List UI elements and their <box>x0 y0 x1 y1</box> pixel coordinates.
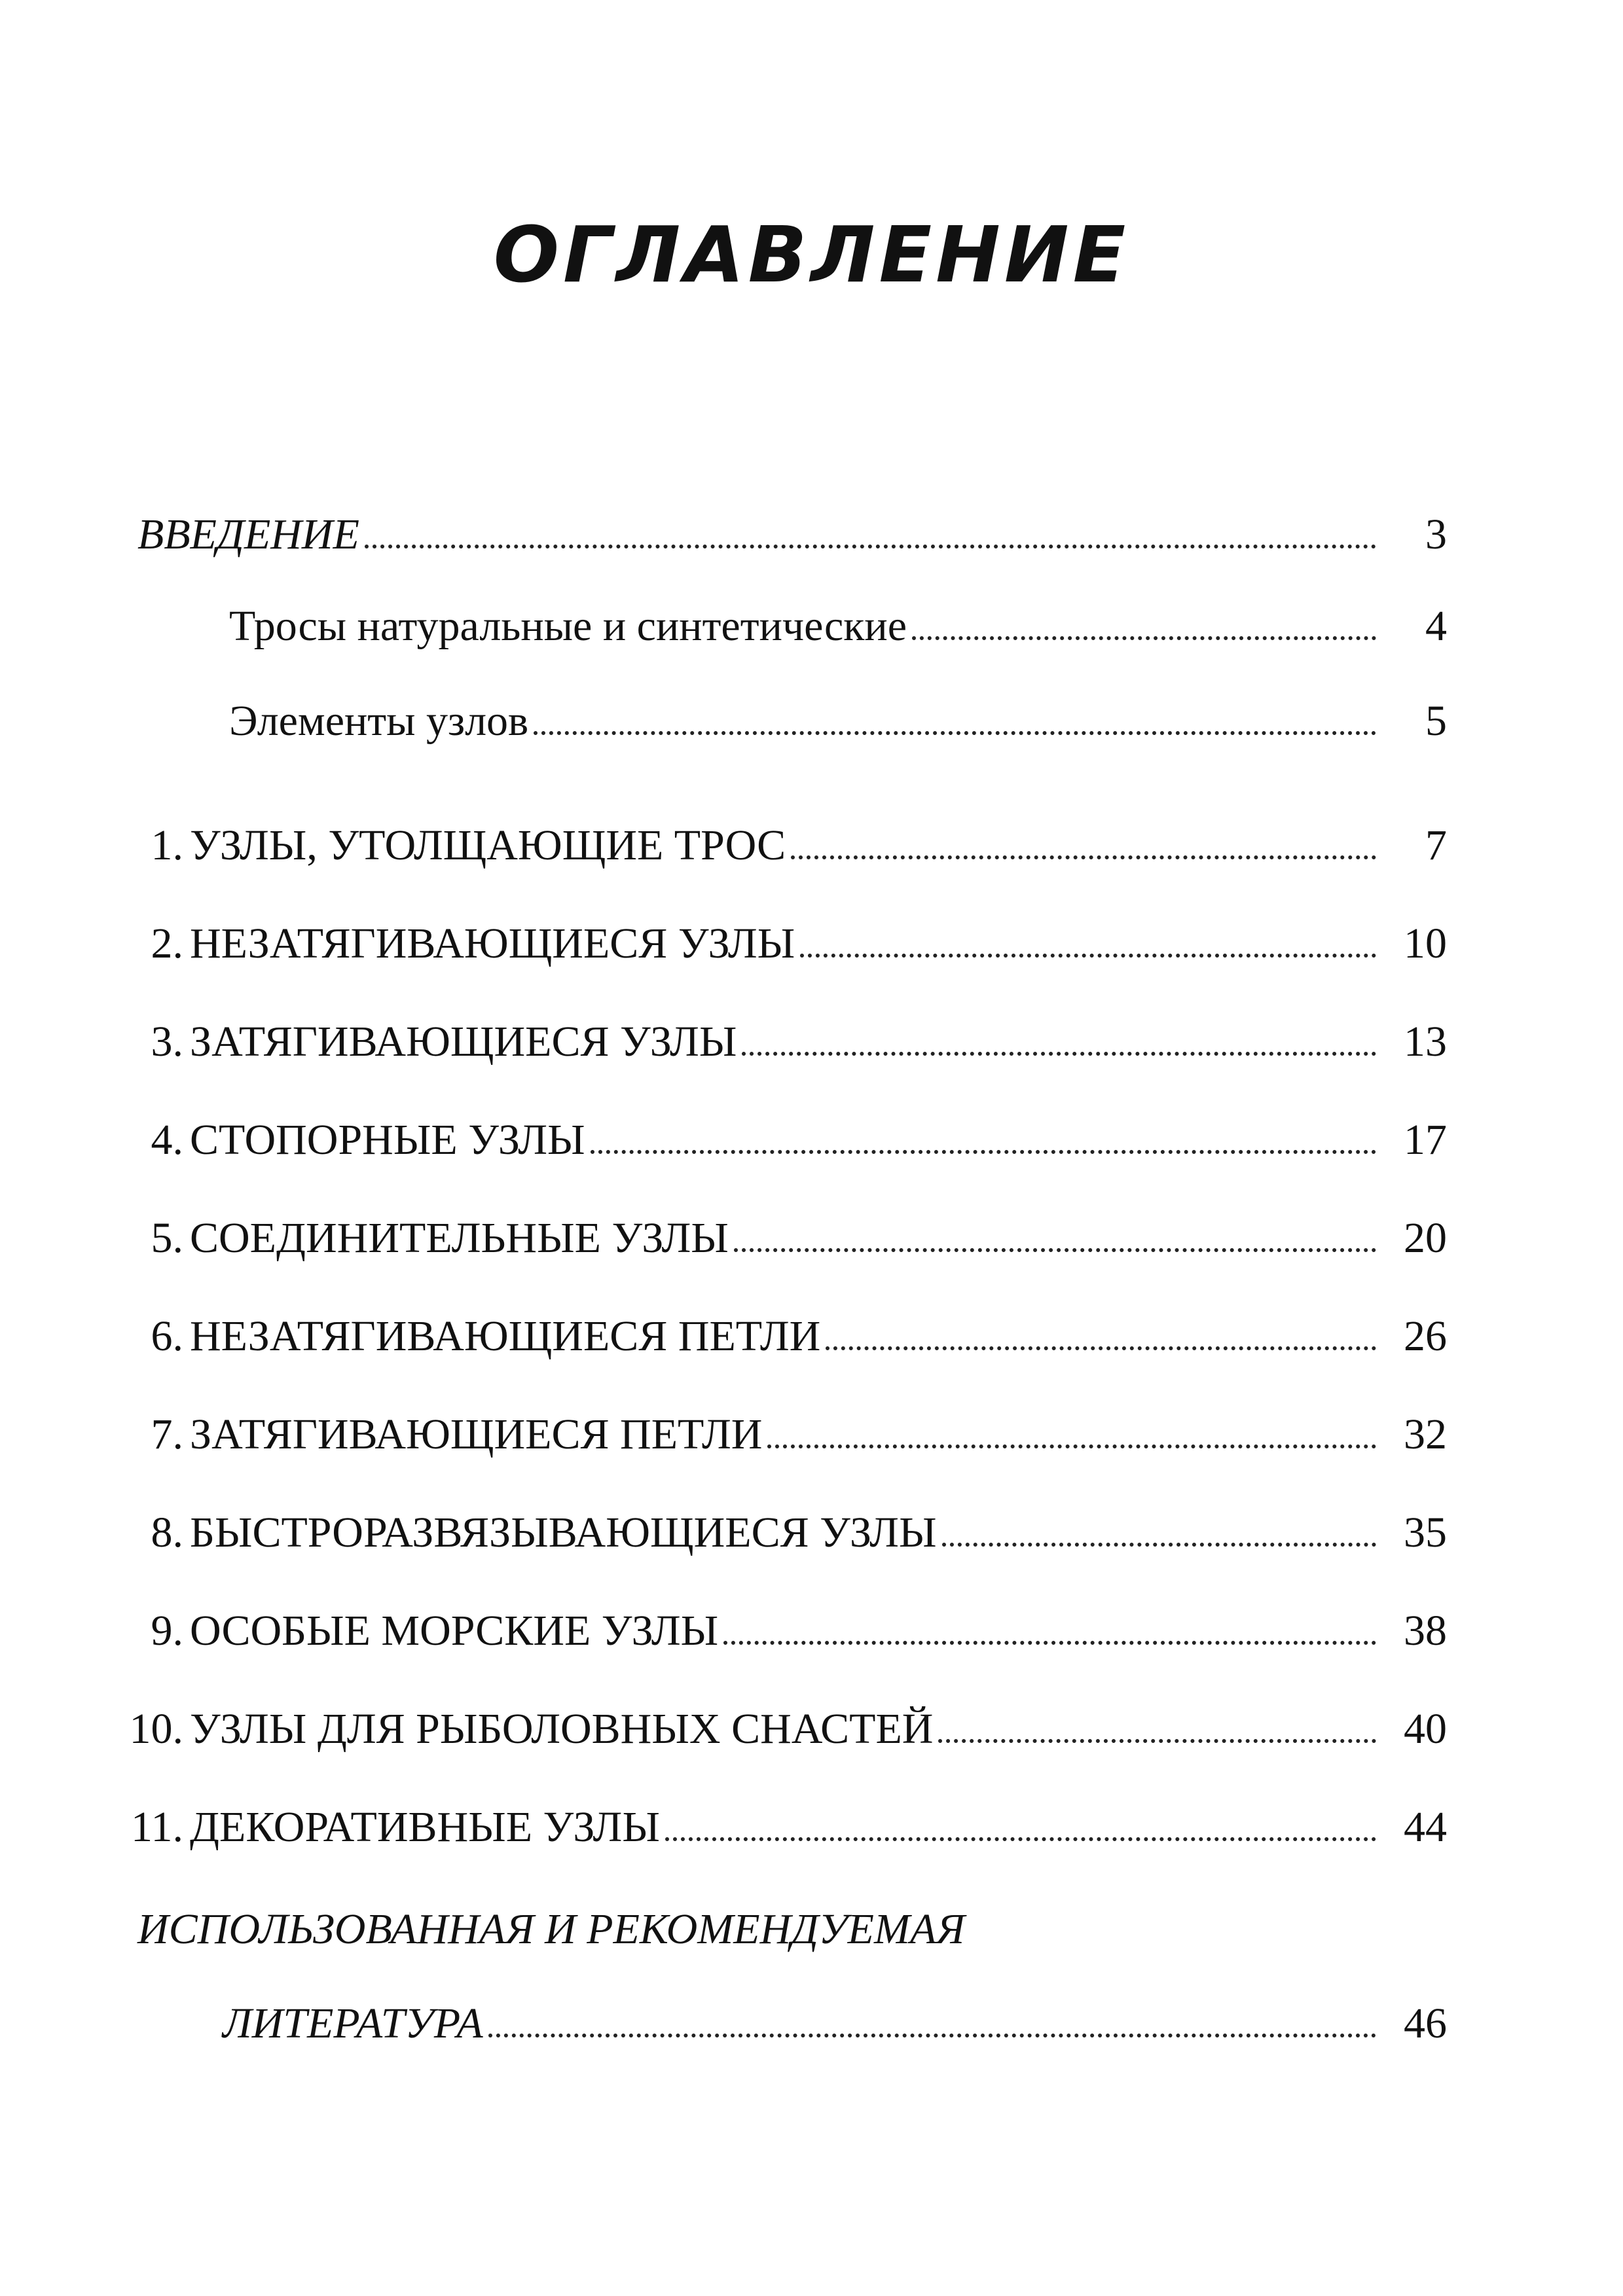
toc-chapter[interactable] <box>92 1790 1447 1849</box>
toc-entry-label: НЕЗАТЯГИВАЮЩИЕСЯ ПЕТЛИ <box>190 1312 821 1360</box>
toc-page-number: 44 <box>1404 1803 1447 1851</box>
toc-page-number: 26 <box>1404 1312 1447 1360</box>
toc-entry-literature-line1[interactable] <box>137 1905 965 1953</box>
toc-entry-label: СТОПОРНЫЕ УЗЛЫ <box>190 1116 585 1164</box>
toc-page-number: 40 <box>1404 1705 1447 1753</box>
toc-page-number: 46 <box>1404 2000 1447 2047</box>
dot-leader <box>742 1052 1376 1056</box>
toc-page-number: 7 <box>1425 821 1447 869</box>
toc-page-number: 10 <box>1404 920 1447 967</box>
toc-page-number: 4 <box>1425 602 1447 650</box>
toc-chapter[interactable] <box>92 1397 1447 1456</box>
toc-page-number: 38 <box>1404 1607 1447 1655</box>
toc-entry-label: УЗЛЫ, УТОЛЩАЮЩИЕ ТРОС <box>190 821 786 869</box>
toc-chapter[interactable] <box>92 1496 1447 1554</box>
chapter-number: 8. <box>151 1509 183 1556</box>
toc-chapter[interactable] <box>92 1594 1447 1653</box>
toc-entry-label: БЫСТРОРАЗВЯЗЫВАЮЩИЕСЯ УЗЛЫ <box>190 1509 937 1556</box>
dot-leader <box>534 731 1376 735</box>
toc-chapter[interactable] <box>92 1103 1447 1162</box>
chapter-number: 3. <box>151 1018 183 1066</box>
chapter-number: 7. <box>151 1410 183 1458</box>
chapter-number: 9. <box>151 1607 183 1655</box>
toc-entry-label: СОЕДИНИТЕЛЬНЫЕ УЗЛЫ <box>190 1214 729 1262</box>
chapter-number: 6. <box>151 1312 183 1360</box>
toc-entry-intro[interactable] <box>137 497 1447 556</box>
toc-chapter[interactable] <box>92 1201 1447 1260</box>
chapter-number: 2. <box>151 920 183 967</box>
dot-leader <box>800 954 1376 958</box>
toc-page-number: 17 <box>1404 1116 1447 1164</box>
toc-page-number: 13 <box>1404 1018 1447 1066</box>
toc-entry-label: ИСПОЛЬЗОВАННАЯ И РЕКОМЕНДУЕМАЯ <box>137 1905 965 1953</box>
toc-entry-label: ВВЕДЕНИЕ <box>137 511 359 558</box>
toc-entry-label: ЗАТЯГИВАЮЩИЕСЯ УЗЛЫ <box>190 1018 737 1066</box>
chapter-number: 5. <box>151 1214 183 1262</box>
dot-leader <box>826 1346 1376 1350</box>
chapter-number: 10. <box>129 1705 183 1753</box>
dot-leader <box>723 1641 1376 1645</box>
toc-chapter[interactable] <box>92 1299 1447 1358</box>
toc-entry-label: ЗАТЯГИВАЮЩИЕСЯ ПЕТЛИ <box>190 1410 763 1458</box>
dot-leader <box>767 1444 1376 1448</box>
toc-subentry[interactable] <box>229 589 1447 648</box>
toc-chapter[interactable] <box>92 1005 1447 1064</box>
toc-entry-label: Элементы узлов <box>229 697 529 745</box>
toc-entry-label: ОСОБЫЕ МОРСКИЕ УЗЛЫ <box>190 1607 719 1655</box>
toc-entry-label: УЗЛЫ ДЛЯ РЫБОЛОВНЫХ СНАСТЕЙ <box>190 1705 934 1753</box>
dot-leader <box>734 1248 1376 1252</box>
chapter-number: 11. <box>130 1803 183 1851</box>
toc-chapter[interactable] <box>92 808 1447 867</box>
toc-entry-label: НЕЗАТЯГИВАЮЩИЕСЯ УЗЛЫ <box>190 920 795 967</box>
chapter-number: 1. <box>151 821 183 869</box>
dot-leader <box>488 2034 1376 2037</box>
toc-page-number: 20 <box>1404 1214 1447 1262</box>
toc-page-number: 35 <box>1404 1509 1447 1556</box>
toc-chapter[interactable] <box>92 906 1447 965</box>
toc-page-number: 32 <box>1404 1410 1447 1458</box>
dot-leader <box>942 1543 1377 1547</box>
dot-leader <box>938 1739 1376 1743</box>
chapter-number: 4. <box>151 1116 183 1164</box>
toc-entry-label: Тросы натуральные и синтетические <box>229 602 907 650</box>
toc-page-number: 5 <box>1425 697 1447 745</box>
toc-chapter[interactable] <box>92 1692 1447 1751</box>
toc-entry-label: ЛИТЕРАТУРА <box>223 2000 483 2047</box>
page-title: ОГЛАВЛЕНИЕ <box>493 209 1130 300</box>
toc-page-number: 3 <box>1425 511 1447 558</box>
toc-entry-label: ДЕКОРАТИВНЫЕ УЗЛЫ <box>190 1803 660 1851</box>
dot-leader <box>591 1150 1376 1154</box>
dot-leader <box>365 545 1376 548</box>
toc-subentry[interactable] <box>229 684 1447 743</box>
toc-entry-literature[interactable] <box>223 1986 1447 2045</box>
dot-leader <box>665 1837 1376 1841</box>
dot-leader <box>912 636 1376 640</box>
dot-leader <box>791 855 1376 859</box>
